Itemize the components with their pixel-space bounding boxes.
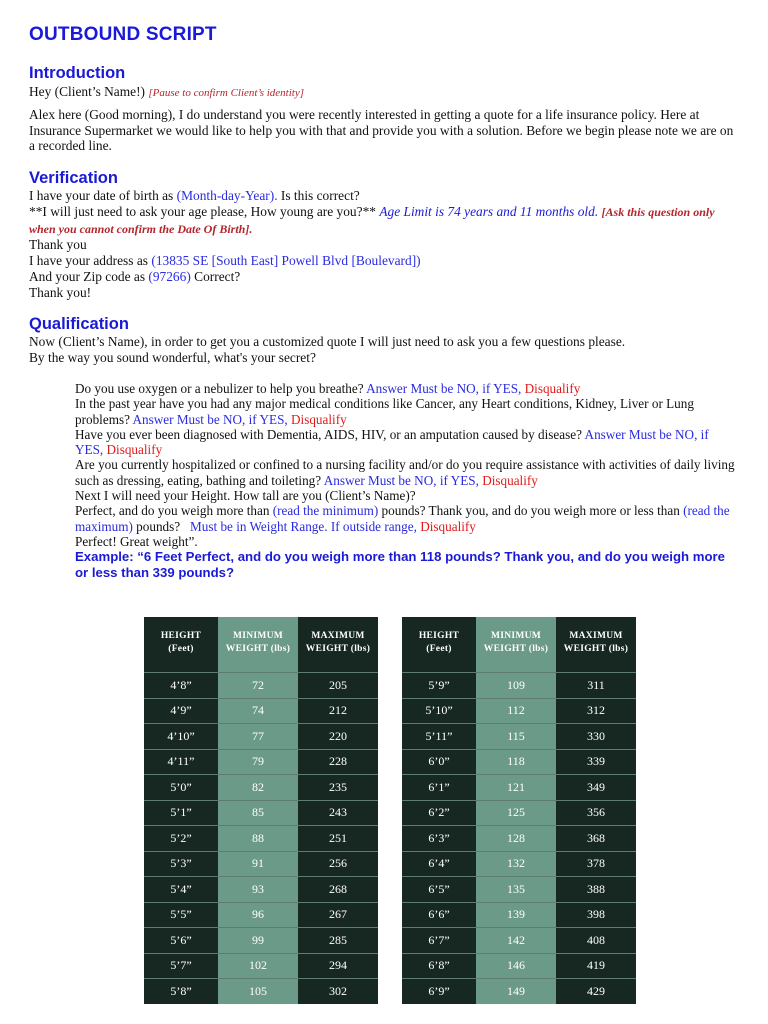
- qualification-questions: [75, 381, 735, 580]
- table-row: [402, 698, 636, 724]
- q4-text: Are you currently hospitalized or confined to a nursing facility and/or do you require assistance with activities of daily living such as dressing, eating, bathing and toileting?: [75, 457, 735, 488]
- max-weight-cell: 212: [298, 698, 378, 724]
- max-weight-header: MAXIMUM WEIGHT (lbs): [563, 631, 629, 654]
- min-weight-cell: 88: [218, 826, 298, 852]
- verification-heading: Verification: [29, 169, 118, 187]
- height-cell: 5’0”: [144, 775, 218, 801]
- qualification-line2: By the way you sound wonderful, what's your secret?: [29, 349, 316, 365]
- weight-disqualify: Disqualify: [420, 518, 476, 534]
- min-weight-cell: 91: [218, 851, 298, 877]
- min-weight-cell: 99: [218, 928, 298, 954]
- table-row: [144, 953, 378, 979]
- height-cell: 5’4”: [144, 877, 218, 903]
- dob-value: (Month-day-Year).: [176, 188, 278, 203]
- min-weight-cell: 115: [476, 724, 556, 750]
- table-row: [402, 953, 636, 979]
- age-note: [Ask this question only when you cannot confirm the Date Of Birth].: [29, 204, 715, 236]
- weight-table-left: [144, 617, 378, 1004]
- height-cell: 5’6”: [144, 928, 218, 954]
- dob-post: Is this correct?: [280, 188, 360, 203]
- max-weight-header: MAXIMUM WEIGHT (lbs): [305, 631, 371, 654]
- address-value: (13835 SE [South East] Powell Blvd [Boulevard]): [151, 253, 421, 269]
- table-row: [402, 749, 636, 775]
- min-weight-cell: 102: [218, 953, 298, 979]
- page-title: OUTBOUND SCRIPT: [29, 24, 217, 45]
- max-weight-cell: 235: [298, 775, 378, 801]
- table-row: [144, 775, 378, 801]
- intro-greeting: [29, 84, 741, 102]
- height-header: HEIGHT (Feet): [160, 631, 202, 654]
- max-weight-cell: 267: [298, 902, 378, 928]
- min-weight-cell: 121: [476, 775, 556, 801]
- height-cell: 5’8”: [144, 979, 218, 1004]
- max-weight-cell: 356: [556, 800, 636, 826]
- min-weight-cell: 74: [218, 698, 298, 724]
- qualification-section: [29, 315, 741, 366]
- max-weight-cell: 388: [556, 877, 636, 903]
- min-weight-cell: 118: [476, 749, 556, 775]
- height-cell: 4’11”: [144, 749, 218, 775]
- zip-pre: And your Zip code as: [29, 268, 146, 284]
- height-cell: 6’6”: [402, 902, 476, 928]
- height-cell: 6’4”: [402, 851, 476, 877]
- height-cell: 6’8”: [402, 953, 476, 979]
- min-weight-cell: 146: [476, 953, 556, 979]
- example-text: Example: “6 Feet Perfect, and do you weigh more than 118 pounds? Thank you, and do you weigh more or less than 339 pounds?: [75, 549, 725, 580]
- max-weight-cell: 349: [556, 775, 636, 801]
- min-weight-cell: 109: [476, 673, 556, 699]
- q1-text: Do you use oxygen or a nebulizer to help you breathe?: [75, 381, 364, 396]
- min-weight-cell: 149: [476, 979, 556, 1004]
- min-weight-cell: 79: [218, 749, 298, 775]
- max-weight-cell: 408: [556, 928, 636, 954]
- max-weight-cell: 243: [298, 800, 378, 826]
- table-row: [402, 724, 636, 750]
- height-header: HEIGHT (Feet): [418, 631, 460, 654]
- weight-rule: Must be in Weight Range. If outside range,: [190, 518, 417, 534]
- weight-post: pounds?: [136, 518, 181, 534]
- weight-max: (read the maximum): [75, 503, 730, 534]
- height-question: Next I will need your Height. How tall are you (Client’s Name)?: [75, 488, 416, 504]
- max-weight-cell: 251: [298, 826, 378, 852]
- question-hospitalized: [75, 457, 735, 488]
- max-weight-cell: 330: [556, 724, 636, 750]
- min-weight-cell: 135: [476, 877, 556, 903]
- q3-text: Have you ever been diagnosed with Dementia, AIDS, HIV, or an amputation caused by disease?: [75, 426, 582, 442]
- min-weight-header: MINIMUM WEIGHT (lbs): [218, 617, 298, 669]
- height-cell: 6’7”: [402, 928, 476, 954]
- table-row: [402, 800, 636, 826]
- table-row: [144, 877, 378, 903]
- table-header-row: [144, 617, 378, 669]
- q2-text: In the past year have you had any major medical conditions like Cancer, any Heart conditions, Kidney, Liver or Lung problems?: [75, 396, 694, 427]
- weight-min: (read the minimum): [272, 503, 379, 519]
- question-oxygen: [75, 381, 735, 396]
- max-weight-cell: 205: [298, 673, 378, 699]
- weight-question: [75, 503, 735, 534]
- height-cell: 6’9”: [402, 979, 476, 1004]
- max-weight-cell: 339: [556, 749, 636, 775]
- weight-mid: pounds? Thank you, and do you weigh more or less than: [381, 503, 680, 519]
- question-dementia: [75, 427, 735, 458]
- min-weight-cell: 93: [218, 877, 298, 903]
- min-weight-cell: 105: [218, 979, 298, 1004]
- table-row: [144, 698, 378, 724]
- table-row: [402, 775, 636, 801]
- table-row: [144, 724, 378, 750]
- thank-you-2: Thank you!: [29, 284, 92, 300]
- table-row: [144, 928, 378, 954]
- table-row: [144, 826, 378, 852]
- address-pre: I have your address as: [29, 253, 148, 269]
- qualification-line1: Now (Client’s Name), in order to get you a customized quote I will just need to ask you a few questions please.: [29, 334, 626, 349]
- min-weight-cell: 96: [218, 902, 298, 928]
- min-weight-cell: 85: [218, 800, 298, 826]
- height-cell: 6’2”: [402, 800, 476, 826]
- min-weight-cell: 142: [476, 928, 556, 954]
- height-cell: 5’5”: [144, 902, 218, 928]
- qualification-heading: Qualification: [29, 315, 129, 333]
- min-weight-cell: 82: [218, 775, 298, 801]
- intro-section: [29, 64, 741, 154]
- max-weight-cell: 398: [556, 902, 636, 928]
- weight-table-right: [402, 617, 636, 1004]
- intro-heading: Introduction: [29, 64, 126, 82]
- table-row: [402, 902, 636, 928]
- table-row: [402, 877, 636, 903]
- max-weight-cell: 419: [556, 953, 636, 979]
- weight-pre: Perfect, and do you weigh more than: [75, 503, 270, 519]
- table-row: [402, 826, 636, 852]
- table-row: [402, 851, 636, 877]
- intro-paragraph: Alex here (Good morning), I do understand you were recently interested in getting a quote for a life insurance policy. Here at Insurance Supermarket we would like to help you with that and provide you with a solution. Before we begin please note we are on a recorded line.: [29, 106, 734, 154]
- min-weight-cell: 125: [476, 800, 556, 826]
- age-line: [29, 204, 741, 238]
- q2-answer: Answer Must be NO, if YES,: [132, 411, 288, 427]
- max-weight-cell: 378: [556, 851, 636, 877]
- min-weight-cell: 77: [218, 724, 298, 750]
- table-row: [144, 800, 378, 826]
- min-weight-cell: 128: [476, 826, 556, 852]
- address-line: [29, 253, 741, 269]
- max-weight-cell: 268: [298, 877, 378, 903]
- verification-section: [29, 169, 741, 301]
- table-row: [402, 979, 636, 1004]
- age-limit: Age Limit is 74 years and 11 months old.: [379, 203, 599, 219]
- q1-disqualify: Disqualify: [524, 381, 581, 396]
- dob-pre: I have your date of birth as: [29, 188, 174, 203]
- min-weight-cell: 139: [476, 902, 556, 928]
- question-medical: [75, 396, 735, 427]
- q4-answer: Answer Must be NO, if YES,: [323, 472, 479, 488]
- min-weight-cell: 72: [218, 673, 298, 699]
- min-weight-cell: 132: [476, 851, 556, 877]
- max-weight-cell: 228: [298, 749, 378, 775]
- q2-disqualify: Disqualify: [291, 411, 347, 427]
- thank-you-1: Thank you: [29, 237, 87, 253]
- max-weight-cell: 311: [556, 673, 636, 699]
- identity-note: [Pause to confirm Client’s identity]: [148, 87, 305, 99]
- height-cell: 4’8”: [144, 673, 218, 699]
- zip-value: (97266): [148, 268, 191, 284]
- dob-line: [29, 188, 741, 204]
- height-cell: 5’2”: [144, 826, 218, 852]
- max-weight-cell: 368: [556, 826, 636, 852]
- min-weight-header: MINIMUM WEIGHT (lbs): [476, 617, 556, 669]
- height-cell: 6’3”: [402, 826, 476, 852]
- table-row: [144, 979, 378, 1004]
- height-cell: 4’10”: [144, 724, 218, 750]
- height-cell: 6’0”: [402, 749, 476, 775]
- height-cell: 5’3”: [144, 851, 218, 877]
- table-row: [144, 851, 378, 877]
- q4-disqualify: Disqualify: [482, 472, 538, 488]
- table-row: [402, 673, 636, 699]
- table-row: [144, 749, 378, 775]
- zip-line: [29, 269, 741, 285]
- max-weight-cell: 285: [298, 928, 378, 954]
- table-header-row: [402, 617, 636, 669]
- zip-post: Correct?: [194, 268, 241, 284]
- great-weight: Perfect! Great weight”.: [75, 533, 198, 549]
- height-cell: 5’10”: [402, 698, 476, 724]
- height-cell: 5’9”: [402, 673, 476, 699]
- table-row: [144, 673, 378, 699]
- height-cell: 5’11”: [402, 724, 476, 750]
- max-weight-cell: 256: [298, 851, 378, 877]
- max-weight-cell: 294: [298, 953, 378, 979]
- table-row: [144, 902, 378, 928]
- max-weight-cell: 312: [556, 698, 636, 724]
- max-weight-cell: 429: [556, 979, 636, 1004]
- height-cell: 6’5”: [402, 877, 476, 903]
- q1-answer: Answer Must be NO, if YES,: [366, 381, 522, 396]
- height-cell: 6’1”: [402, 775, 476, 801]
- q3-answer: Answer Must be NO, if YES,: [75, 426, 709, 458]
- min-weight-cell: 112: [476, 698, 556, 724]
- greeting-text: Hey (Client’s Name!): [29, 84, 146, 99]
- table-row: [402, 928, 636, 954]
- height-cell: 5’1”: [144, 800, 218, 826]
- max-weight-cell: 220: [298, 724, 378, 750]
- age-question: **I will just need to ask your age please, How young are you?**: [29, 203, 376, 219]
- height-cell: 4’9”: [144, 698, 218, 724]
- max-weight-cell: 302: [298, 979, 378, 1004]
- height-cell: 5’7”: [144, 953, 218, 979]
- q3-disqualify: Disqualify: [106, 442, 163, 458]
